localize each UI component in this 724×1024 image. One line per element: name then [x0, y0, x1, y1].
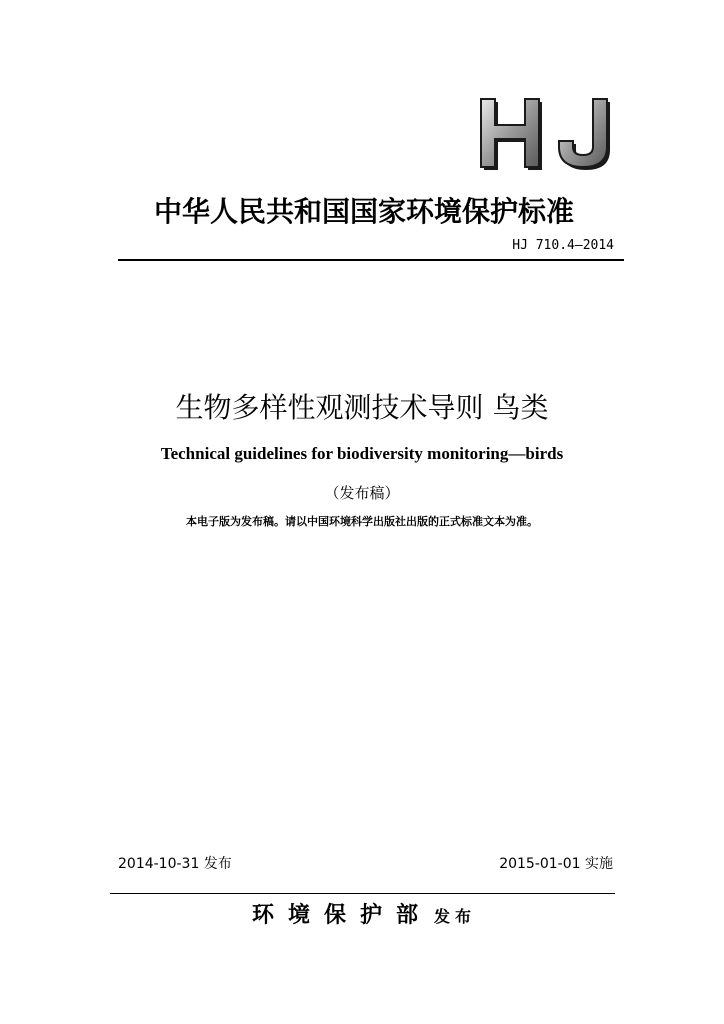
- footer-divider: [110, 893, 615, 894]
- organization-title: 中华人民共和国国家环境保护标准: [153, 195, 574, 228]
- standard-code: HJ 710.4—2014: [512, 238, 614, 253]
- header-divider: [118, 259, 624, 261]
- issue-date: 2014-10-31 发布: [118, 856, 232, 872]
- chinese-title: 生物多样性观测技术导则 鸟类: [175, 391, 549, 424]
- implementation-date: 2015-01-01 实施: [499, 856, 613, 872]
- english-title: Technical guidelines for biodiversity monitoring—birds: [160, 444, 564, 463]
- issuer-name: 环境保护部: [252, 902, 433, 928]
- hj-logo: [470, 94, 620, 174]
- issuer: [252, 898, 476, 929]
- draft-label: （发布稿）: [324, 484, 400, 502]
- issuer-suffix: 发布: [434, 907, 477, 926]
- edition-notice: 本电子版为发布稿。请以中国环境科学出版社出版的正式标准文本为准。: [186, 515, 538, 528]
